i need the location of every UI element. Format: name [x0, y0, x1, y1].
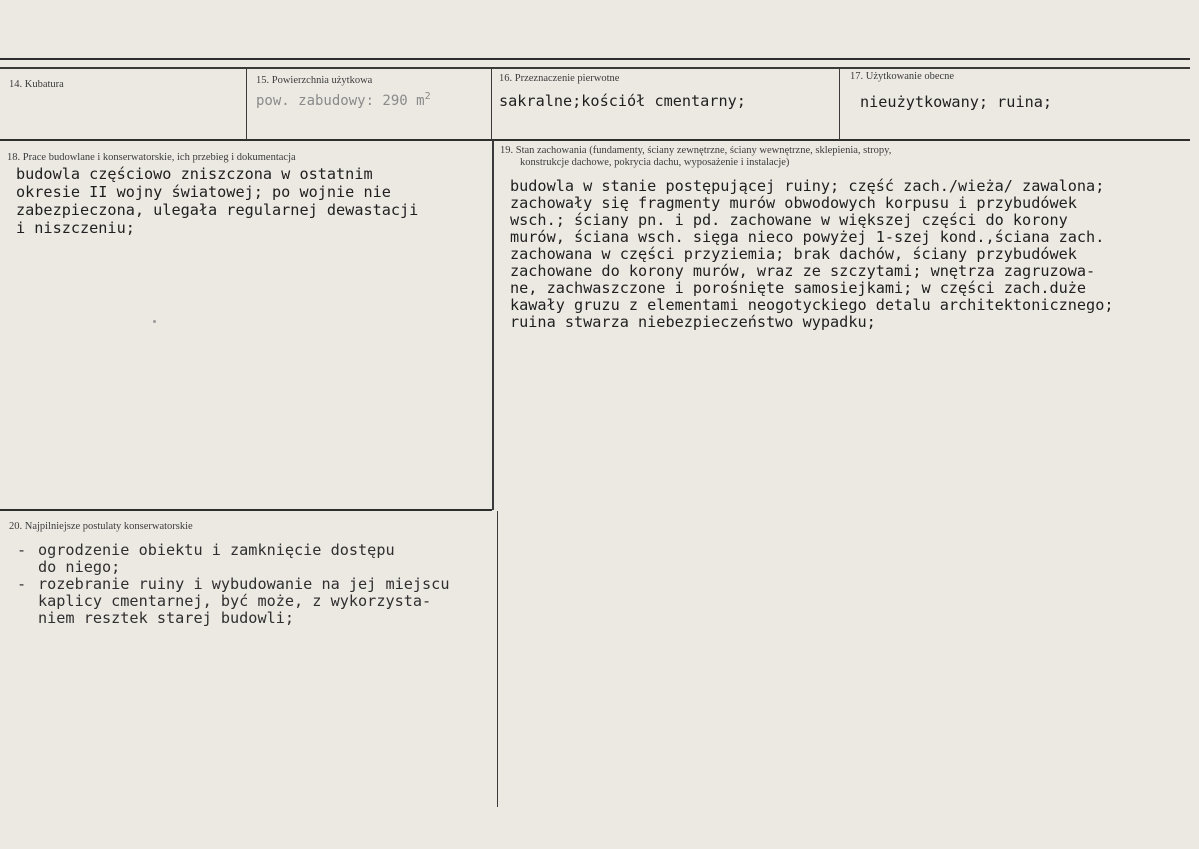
field-19-line: ne, zachwaszczone i porośnięte samosiejkami; w części zach.duże: [510, 279, 1087, 297]
field-18-line: zabezpieczona, ulegała regularnej dewastacji: [16, 201, 419, 219]
field-20-item-line: kaplicy cmentarnej, być może, z wykorzysta-: [38, 592, 432, 610]
field-20-item-line: do niego;: [38, 558, 121, 576]
field-14-label: 14. Kubatura: [9, 79, 64, 90]
col-divider-14-15: [246, 67, 247, 140]
field-18-line: budowla częściowo zniszczona w ostatnim: [16, 165, 373, 183]
field-19-line: budowla w stanie postępującej ruiny; część zach./wieża/ zawalona;: [510, 177, 1105, 195]
field-19-line: zachowane do korony murów, wraz ze szczytami; wnętrza zagruzowa-: [510, 262, 1096, 280]
field-15-unit-superscript: 2: [424, 91, 431, 102]
row2-divider-line: [0, 509, 492, 511]
col-divider-20-lower: [497, 511, 498, 807]
field-17-value: nieużytkowany; ruina;: [860, 93, 1053, 111]
field-20-item-line: niem resztek starej budowli;: [38, 609, 295, 627]
field-18-line: i niszczeniu;: [16, 219, 135, 237]
field-16-value: sakralne;kościół cmentarny;: [499, 92, 746, 110]
field-18-label: 18. Prace budowlane i konserwatorskie, ich przebieg i dokumentacja: [7, 152, 296, 163]
field-20-label: 20. Najpilniejsze postulaty konserwatorskie: [9, 521, 193, 532]
field-15-value: [256, 93, 431, 111]
field-19-line: zachowana w części przyziemia; brak dachów, ściany przybudówek: [510, 245, 1077, 263]
field-20-item-marker: -: [17, 575, 27, 593]
col-divider-18-19: [492, 140, 494, 510]
field-20-item-line: ogrodzenie obiektu i zamknięcie dostępu: [38, 541, 395, 559]
field-19-line: zachowały się fragmenty murów obwodowych korpusu i przybudówek: [510, 194, 1077, 212]
paper-speck: [153, 320, 156, 323]
field-19-line: ruina stwarza niebezpieczeństwo wypadku;: [510, 313, 876, 331]
field-19-line: kawały gruzu z elementami neogotyckiego detalu architektonicznego;: [510, 296, 1114, 314]
field-17-label: 17. Użytkowanie obecne: [850, 71, 955, 82]
field-19-line: murów, ściana wsch. sięga nieco powyżej 1-szej kond.,ściana zach.: [510, 228, 1105, 246]
field-16-label: 16. Przeznaczenie pierwotne: [499, 73, 620, 84]
field-20-item-line: rozebranie ruiny i wybudowanie na jej miejscu: [38, 575, 450, 593]
field-15-value-text: pow. zabudowy: 290 m: [256, 93, 425, 109]
field-15-label: 15. Powierzchnia użytkowa: [256, 75, 373, 86]
field-19-label-line1: 19. Stan zachowania (fundamenty, ściany zewnętrzne, ściany wewnętrzne, sklepienia, stropy,: [500, 145, 892, 156]
field-20-item-marker: -: [17, 541, 27, 559]
row1-bottom-line: [0, 139, 1190, 141]
field-19-label-line2: konstrukcje dachowe, pokrycia dachu, wyposażenie i instalacje): [520, 157, 790, 168]
row1-top-line: [0, 67, 1190, 69]
field-19-line: wsch.; ściany pn. i pd. zachowane w większej części do korony: [510, 211, 1068, 229]
col-divider-15-16: [491, 67, 492, 140]
field-18-line: okresie II wojny światowej; po wojnie nie: [16, 183, 391, 201]
top-border-line: [0, 58, 1190, 60]
col-divider-16-17: [839, 67, 840, 140]
